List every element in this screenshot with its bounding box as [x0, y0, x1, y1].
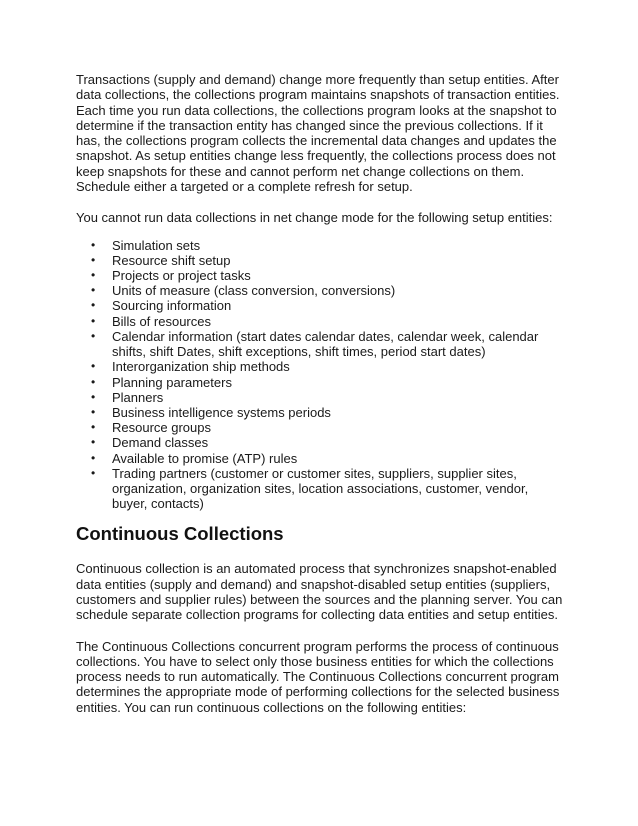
bullet-icon: • — [91, 389, 96, 404]
list-item: • Resource shift setup — [91, 252, 231, 268]
bullet-icon: • — [91, 237, 96, 252]
bullet-icon: • — [91, 450, 96, 465]
list-item: • Calendar information (start dates calendar dates, calendar week, calendar shifts, shift Dates, shift exceptions, shift times, period start dates) — [91, 328, 539, 360]
list-item: • Resource groups — [91, 420, 211, 436]
list-item: • Trading partners (customer or customer sites, suppliers, supplier sites, organization, organization sites, location associations, customer, vendor, buyer, contacts) — [91, 465, 529, 512]
document-page — [76, 72, 566, 715]
list-item: • Simulation sets — [91, 237, 201, 253]
list-item: • Planners — [91, 389, 164, 405]
bullet-icon: • — [91, 298, 96, 313]
list-item: • Bills of resources — [91, 313, 211, 329]
bullet-icon: • — [91, 465, 96, 480]
bullet-icon: • — [91, 374, 96, 389]
intro-paragraph: Transactions (supply and demand) change more frequently than setup entities. After data collections, the collections program maintains snapshots of transaction entities. Each time you run data collections, the collections program looks at the snapshot to determine if the transaction entity has changed since the previous collections. If it has, the collections program collects the incremental data changes and updates the snapshot. As setup entities change less frequently, the collections process does not keep snapshots for these and cannot perform net change collections on them. Schedule either a targeted or a complete refresh for setup. — [76, 72, 560, 195]
list-item: • Units of measure (class conversion, conversions) — [91, 283, 396, 299]
bullet-icon: • — [91, 435, 96, 450]
list-item: • Business intelligence systems periods — [91, 404, 331, 420]
bullet-icon: • — [91, 283, 96, 298]
section-heading: Continuous Collections — [76, 523, 284, 545]
net-change-paragraph: You cannot run data collections in net change mode for the following setup entities: — [76, 210, 553, 226]
bullet-icon: • — [91, 268, 96, 283]
bullet-icon: • — [91, 404, 96, 419]
list-item: • Sourcing information — [91, 298, 232, 314]
bullet-icon: • — [91, 420, 96, 435]
continuous-paragraph-2: The Continuous Collections concurrent program performs the process of continuous collections. You have to select only those business entities for which the collections process needs to run automatically. The Continuous Collections concurrent program determines the appropriate mode of performing collections for the selected business entities. You can run continuous collections on the following entities: — [76, 638, 560, 715]
list-item: • Interorganization ship methods — [91, 359, 290, 375]
bullet-icon: • — [91, 359, 96, 374]
bullet-icon: • — [91, 313, 96, 328]
list-item: • Projects or project tasks — [91, 268, 251, 284]
setup-entities-list — [76, 238, 566, 512]
list-item: • Demand classes — [91, 435, 209, 451]
bullet-icon: • — [91, 328, 96, 343]
list-item: • Available to promise (ATP) rules — [91, 450, 298, 466]
list-item: • Planning parameters — [91, 374, 232, 390]
bullet-icon: • — [91, 252, 96, 267]
continuous-paragraph-1: Continuous collection is an automated process that synchronizes snapshot-enabled data entities (supply and demand) and snapshot-disabled setup entities (suppliers, customers and supplier rules) between the sources and the planning server. You can schedule separate collection programs for collecting data entities and setup entities. — [76, 561, 563, 623]
